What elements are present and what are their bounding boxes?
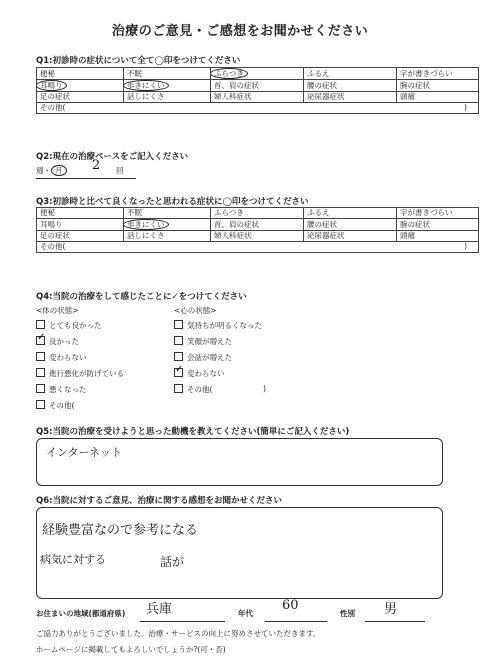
q4-checkbox[interactable] (36, 320, 45, 329)
publish-question: ホームページに掲載してもよろしいでしょうか?(可・否) (36, 645, 226, 654)
symptom-cell[interactable] (211, 219, 304, 231)
symptom-cell[interactable] (304, 92, 397, 103)
symptom-cell[interactable] (211, 68, 304, 80)
q4-option (174, 336, 262, 352)
q4-option-label: 進行悪化が防げている (49, 369, 124, 378)
symptom-cell[interactable] (37, 231, 124, 242)
area-underline (140, 621, 225, 622)
q4-checkbox[interactable] (36, 352, 45, 361)
symptom-label: 耳鳴り (40, 219, 63, 229)
q4-body-header: <体の状態> (36, 306, 79, 315)
q4-checkbox[interactable] (174, 384, 183, 393)
symptom-cell[interactable] (304, 208, 397, 219)
q4-body-options (36, 320, 124, 416)
area-value[interactable]: 兵庫 (146, 602, 173, 617)
q4-checkbox[interactable] (36, 336, 45, 345)
symptom-other-row (37, 242, 479, 253)
symptom-label: 便秘 (40, 68, 55, 78)
symptom-cell[interactable] (37, 80, 124, 92)
symptom-label: ふるえ (307, 68, 330, 78)
symptom-other-cell[interactable] (37, 103, 479, 114)
q1-heading: Q1:初診時の症状について全て◯印をつけてください (36, 56, 241, 66)
q4-option (36, 384, 124, 400)
symptom-label: 泌尿器症状 (307, 92, 345, 101)
q4-checkbox[interactable] (36, 368, 45, 377)
symptom-cell[interactable] (397, 219, 479, 231)
q4-mind-header: <心の状態> (174, 306, 217, 315)
q6-answer-line2: 話が (160, 555, 185, 569)
sex-value[interactable]: 男 (384, 602, 398, 617)
symptom-label: 首、肩の症状 (214, 219, 259, 229)
q2-underline (36, 178, 136, 179)
q4-option-label: 良かった (49, 337, 79, 346)
q2-pace (36, 165, 67, 176)
q6-answer-line3: 病気に対する (40, 553, 106, 566)
q4-option-label: 笑顔が増えた (187, 337, 232, 346)
symptom-label: 首、肩の症状 (214, 80, 259, 90)
symptom-label: 字が書きづらい (400, 68, 453, 78)
symptom-label: 耳鳴り (37, 80, 67, 91)
symptom-row (37, 231, 479, 242)
sex-underline (365, 621, 425, 622)
symptom-other-close: ) (464, 103, 467, 112)
q4-option-label: その他( (49, 401, 75, 410)
symptom-label: 腰の症状 (307, 219, 337, 229)
q2-heading: Q2:現在の治療ペースをご記入ください (36, 152, 189, 162)
q4-option-label: 気持ちが明るくなった (187, 321, 262, 330)
symptom-row (37, 219, 479, 231)
q1-symptom-table (36, 67, 479, 114)
q4-option (36, 368, 124, 384)
q4-option (174, 320, 262, 336)
symptom-label: 字が書きづらい (400, 208, 453, 217)
q4-option-label: 会話が増えた (187, 353, 232, 362)
symptom-label: 不眠 (127, 68, 142, 78)
q4-option (36, 320, 124, 336)
symptom-cell[interactable] (397, 208, 479, 219)
q4-checkbox[interactable] (36, 400, 45, 409)
q4-option (174, 352, 262, 368)
symptom-label: 腕の症状 (400, 80, 430, 90)
q3-symptom-table (36, 207, 479, 253)
q4-mind-options (174, 320, 262, 400)
symptom-label: 腕の症状 (400, 219, 430, 229)
age-underline (265, 621, 327, 622)
symptom-label: 話しにくさ (127, 231, 165, 240)
symptom-label: 話しにくさ (127, 92, 165, 101)
symptom-label: 泌尿器症状 (307, 231, 345, 240)
symptom-label: 頭痛 (400, 231, 415, 240)
q2-week: 週 (36, 166, 44, 175)
age-label: 年代 (238, 609, 253, 618)
symptom-label: 婦人科症状 (214, 92, 252, 101)
q2-count[interactable]: 2 (92, 158, 101, 173)
symptom-cell[interactable] (304, 80, 397, 92)
q4-option (36, 336, 124, 352)
symptom-other-cell[interactable] (37, 242, 479, 253)
symptom-cell[interactable] (37, 208, 124, 219)
symptom-label: 歩きにくい (124, 80, 169, 91)
symptom-label: ふらつき (211, 68, 248, 79)
symptom-label: 足の症状 (40, 231, 70, 240)
symptom-cell[interactable] (37, 68, 124, 80)
symptom-cell[interactable] (304, 231, 397, 242)
symptom-label: ふらつき (214, 208, 244, 217)
symptom-cell[interactable] (124, 68, 211, 80)
q5-heading: Q5:当院の治療を受けようと思った動機を教えてください(簡単にご記入ください) (36, 427, 350, 437)
q4-checkbox[interactable] (174, 352, 183, 361)
symptom-row (37, 208, 479, 219)
q4-option-label: 変わらない (49, 353, 87, 362)
symptom-other-row (37, 103, 479, 114)
symptom-cell[interactable] (37, 219, 124, 231)
q4-option (36, 352, 124, 368)
q4-option (174, 384, 262, 400)
q4-checkbox[interactable] (36, 384, 45, 393)
page-title: 治療のご意見・ご感想をお聞かせください (111, 24, 369, 39)
symptom-cell[interactable] (397, 231, 479, 242)
symptom-label: 婦人科症状 (214, 231, 252, 240)
age-value[interactable]: 60 (282, 598, 299, 613)
symptom-cell[interactable] (124, 219, 211, 231)
q4-option-label: その他( (187, 385, 213, 394)
q4-checkbox[interactable] (174, 368, 183, 377)
q4-option (36, 400, 124, 416)
symptom-cell[interactable] (211, 80, 304, 92)
symptom-label: 頭痛 (400, 92, 415, 101)
symptom-cell[interactable] (397, 68, 479, 80)
symptom-other-close: ) (464, 242, 467, 251)
symptom-label: 不眠 (127, 208, 142, 217)
symptom-label: 便秘 (40, 208, 55, 217)
symptom-cell[interactable] (124, 231, 211, 242)
q4-heading: Q4:当院の治療をして感じたことに✓をつけてください (36, 292, 247, 302)
q4-option-label: 悪くなった (49, 385, 87, 394)
symptom-cell[interactable] (211, 208, 304, 219)
symptom-cell[interactable] (124, 208, 211, 219)
symptom-cell[interactable] (211, 231, 304, 242)
area-label: お住まいの地域(都道府県) (36, 609, 126, 618)
symptom-row (37, 92, 479, 103)
symptom-cell[interactable] (37, 92, 124, 103)
symptom-cell[interactable] (397, 80, 479, 92)
symptom-row (37, 80, 479, 92)
symptom-cell[interactable] (304, 68, 397, 80)
q3-heading: Q3:初診時と比べて良くなったと思われる症状に◯印をつけてください (36, 197, 309, 207)
symptom-label: 足の症状 (40, 92, 70, 101)
symptom-cell[interactable] (211, 92, 304, 103)
symptom-label: 歩きにくい (124, 219, 169, 230)
symptom-cell[interactable] (124, 80, 211, 92)
symptom-cell[interactable] (304, 219, 397, 231)
q6-answer-line1: 経験豊富なので参考になる (42, 523, 199, 538)
q4-checkbox[interactable] (174, 336, 183, 345)
thanks-text: ご協力ありがとうございました。治療・サービスの向上に努めさせていただきます。 (36, 629, 321, 638)
q4-option (174, 368, 262, 384)
q2-unit: 回 (116, 166, 124, 175)
q4-option-label: とても良かった (49, 321, 102, 330)
symptom-label: 腰の症状 (307, 80, 337, 90)
q2-month-circled: 月 (51, 165, 67, 176)
symptom-label: ふるえ (307, 208, 330, 217)
sex-label: 性別 (340, 609, 355, 618)
q6-heading: Q6:当院に対するご意見、治療に関する感想をお聞かせください (36, 496, 283, 506)
q2-dot: ・ (43, 166, 51, 175)
q4-mind-other-close: ) (263, 384, 266, 393)
q5-answer: インターネット (46, 446, 123, 459)
symptom-other-label: その他( (40, 103, 66, 112)
q4-checkbox[interactable] (174, 320, 183, 329)
q4-option-label: 変わらない (187, 369, 225, 378)
symptom-cell[interactable] (397, 92, 479, 103)
symptom-row (37, 68, 479, 80)
symptom-other-label: その他( (40, 242, 66, 251)
symptom-cell[interactable] (124, 92, 211, 103)
